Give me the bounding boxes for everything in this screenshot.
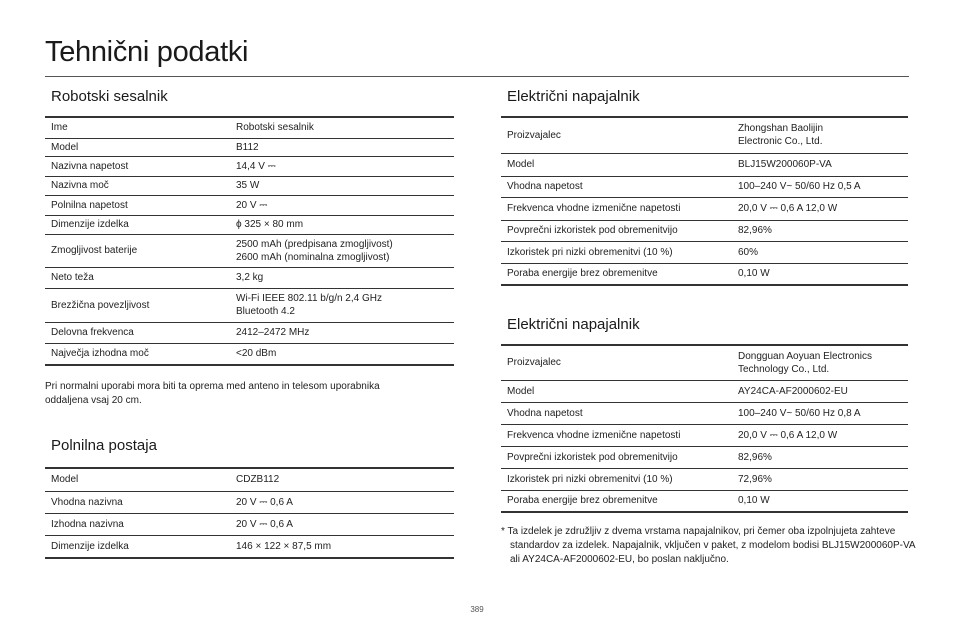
table-row — [501, 241, 908, 263]
title-divider — [45, 76, 909, 77]
table-row — [45, 234, 454, 267]
spec-label: Izkoristek pri nizki obremenitvi (10 %) — [501, 241, 732, 263]
table-row — [501, 490, 908, 512]
spec-label: Proizvajalec — [501, 117, 732, 153]
spec-value: BLJ15W200060P-VA — [732, 153, 908, 176]
table-row — [45, 176, 454, 195]
spec-label: Povprečni izkoristek pod obremenitvijo — [501, 446, 732, 468]
spec-label: Delovna frekvenca — [45, 322, 230, 343]
table-row — [45, 156, 454, 176]
section-heading-robot: Robotski sesalnik — [51, 88, 168, 105]
section-heading-station: Polnilna postaja — [51, 437, 157, 454]
spec-value: 20,0 V ⎓ 0,6 A 12,0 W — [732, 424, 908, 446]
table-row — [501, 197, 908, 220]
spec-value: 146 × 122 × 87,5 mm — [236, 540, 332, 552]
table-row — [45, 267, 454, 288]
table-row — [501, 153, 908, 176]
spec-value: Robotski sesalnik — [230, 117, 454, 138]
spec-value: 20 V ⎓ — [230, 195, 454, 215]
table-row — [45, 513, 454, 535]
spec-label: Izhodna nazivna — [45, 513, 230, 535]
spec-label: Poraba energije brez obremenitve — [507, 495, 658, 507]
spec-value: ϕ 325 × 80 mm — [230, 215, 454, 234]
spec-label: Proizvajalec — [501, 345, 732, 380]
table-row — [501, 220, 908, 241]
spec-value: 60% — [732, 241, 908, 263]
spec-label: Poraba energije brez obremenitve — [507, 268, 658, 280]
spec-label: Model — [501, 380, 732, 402]
spec-label: Ime — [45, 117, 230, 138]
spec-value: 0,10 W — [738, 495, 770, 507]
spec-value: 82,96% — [732, 220, 908, 241]
spec-label: Dimenzije izdelka — [51, 540, 129, 552]
spec-value: 35 W — [230, 176, 454, 195]
spec-label: Vhodna nazivna — [45, 491, 230, 513]
page-number: 389 — [470, 605, 484, 614]
antenna-distance-note: Pri normalni uporabi mora biti ta oprema med anteno in telesom uporabnika oddaljena vsaj 20 cm. — [45, 381, 380, 406]
spec-label: Dimenzije izdelka — [45, 215, 230, 234]
spec-value: 20,0 V ⎓ 0,6 A 12,0 W — [732, 197, 908, 220]
table-row — [45, 215, 454, 234]
spec-value: 2412–2472 MHz — [230, 322, 454, 343]
table-row — [501, 424, 908, 446]
table-row — [501, 446, 908, 468]
adapter1-spec-table — [501, 116, 908, 286]
spec-label: Frekvenca vhodne izmenične napetosti — [501, 424, 732, 446]
table-row — [45, 195, 454, 215]
table-row — [501, 117, 908, 153]
table-row — [45, 138, 454, 156]
spec-value: 100–240 V~ 50/60 Hz 0,8 A — [732, 402, 908, 424]
table-row — [45, 491, 454, 513]
spec-value: 72,96% — [732, 468, 908, 490]
table-row — [45, 343, 454, 365]
spec-label: Neto teža — [45, 267, 230, 288]
station-spec-table — [45, 467, 454, 559]
spec-label: Model — [45, 468, 230, 491]
spec-label: Vhodna napetost — [501, 176, 732, 197]
adapter2-spec-table — [501, 344, 908, 513]
spec-label: Nazivna napetost — [45, 156, 230, 176]
spec-value: 20 V ⎓ 0,6 A — [230, 491, 454, 513]
table-row — [45, 117, 454, 138]
table-row — [45, 535, 454, 558]
section-heading-adapter-1: Električni napajalnik — [507, 88, 640, 105]
table-row — [45, 322, 454, 343]
page-title: Tehnični podatki — [45, 36, 249, 68]
spec-value: CDZB112 — [230, 468, 454, 491]
table-row — [501, 345, 908, 380]
spec-label: Povprečni izkoristek pod obremenitvijo — [501, 220, 732, 241]
spec-label: Nazivna moč — [45, 176, 230, 195]
table-row — [501, 380, 908, 402]
robot-spec-table — [45, 116, 454, 366]
spec-value: 0,10 W — [738, 268, 770, 280]
spec-value: 2500 mAh (predpisana zmogljivost) 2600 mAh (nominalna zmogljivost) — [230, 234, 454, 267]
spec-value: 82,96% — [732, 446, 908, 468]
spec-value: B112 — [230, 138, 454, 156]
table-row — [501, 402, 908, 424]
spec-value: 100–240 V~ 50/60 Hz 0,5 A — [732, 176, 908, 197]
spec-value: <20 dBm — [236, 348, 277, 360]
spec-label: Največja izhodna moč — [51, 348, 149, 360]
spec-value: Zhongshan Baolijin Electronic Co., Ltd. — [732, 117, 908, 153]
spec-value: AY24CA-AF2000602-EU — [732, 380, 908, 402]
table-row — [45, 288, 454, 322]
spec-label: Izkoristek pri nizki obremenitvi (10 %) — [501, 468, 732, 490]
spec-label: Brezžična povezljivost — [45, 288, 230, 322]
spec-value: 3,2 kg — [230, 267, 454, 288]
spec-label: Zmogljivost baterije — [45, 234, 230, 267]
table-row — [501, 263, 908, 285]
table-row — [501, 176, 908, 197]
spec-label: Model — [45, 138, 230, 156]
spec-value: Wi-Fi IEEE 802.11 b/g/n 2,4 GHz Bluetooth 4.2 — [230, 288, 454, 322]
spec-value: 20 V ⎓ 0,6 A — [230, 513, 454, 535]
section-heading-adapter-2: Električni napajalnik — [507, 316, 640, 333]
table-row — [45, 468, 454, 491]
spec-label: Vhodna napetost — [501, 402, 732, 424]
spec-value: 14,4 V ⎓ — [230, 156, 454, 176]
adapter-footnote: * Ta izdelek je združljiv z dvema vrstama napajalnikov, pri čemer oba izpolnjujeta zahteve standardov za izdelek. Napajalnik, vključen v paket, z modelom bodisi BLJ15W200060P-VA ali AY24CA-AF2000602-EU, bo poslan naključno. — [501, 526, 916, 565]
table-row — [501, 468, 908, 490]
spec-label: Polnilna napetost — [45, 195, 230, 215]
spec-label: Model — [501, 153, 732, 176]
spec-label: Frekvenca vhodne izmenične napetosti — [501, 197, 732, 220]
spec-value: Dongguan Aoyuan Electronics Technology Co., Ltd. — [732, 345, 908, 380]
